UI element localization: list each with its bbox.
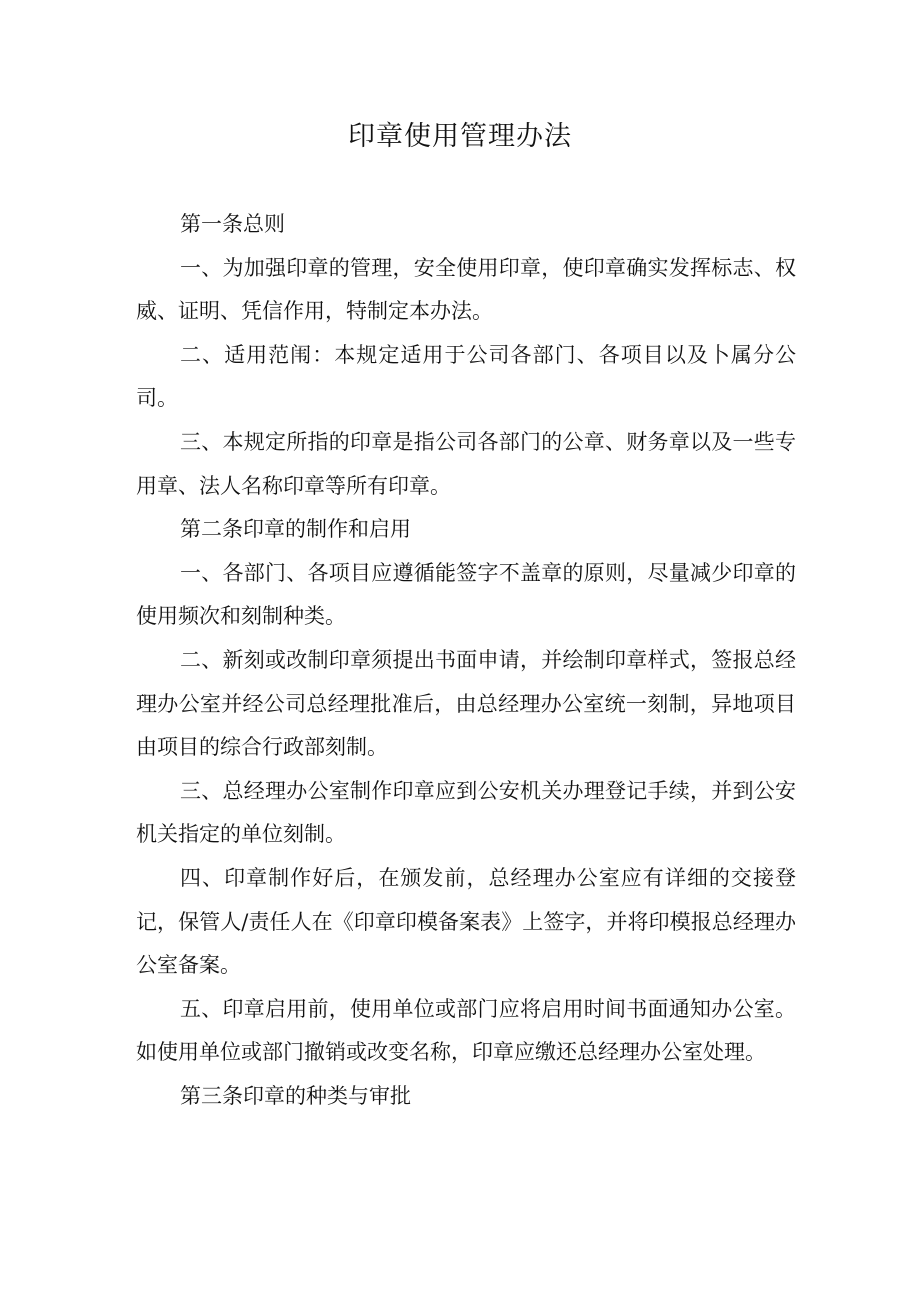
- article-2-heading: 第二条印章的制作和启用: [180, 517, 411, 542]
- article-1-heading: 第一条总则: [180, 212, 285, 236]
- article-2-paragraph-1: 一、各部门、各项目应遵循能签字不盖章的原则，尽量减少印章的使用频次和刻制种类。: [136, 560, 796, 629]
- article-2-paragraph-5: 五、印章启用前，使用单位或部门应将启用时间书面通知办公室。如使用单位或部门撤销或改变名称，印章应缴还总经理办公室处理。: [136, 996, 796, 1065]
- article-2-paragraph-4: 四、印章制作好后，在颁发前，总经理办公室应有详细的交接登记，保管人/责任人在《印章印模备案表》上签字，并将印模报总经理办公室备案。: [136, 865, 796, 978]
- document-body: [136, 203, 796, 1118]
- article-1-paragraph-1: 一、为加强印章的管理，安全使用印章，使印章确实发挥标志、权威、证明、凭信作用，特制定本办法。: [136, 255, 796, 324]
- article-1-paragraph-3: 三、本规定所指的印章是指公司各部门的公章、财务章以及一些专用章、法人名称印章等所有印章。: [136, 429, 796, 498]
- article-2-paragraph-2: 二、新刻或改制印章须提出书面申请，并绘制印章样式，签报总经理办公室并经公司总经理批准后，由总经理办公室统一刻制，异地项目由项目的综合行政部刻制。: [136, 647, 796, 760]
- article-3-heading: 第三条印章的种类与审批: [180, 1083, 411, 1108]
- article-1-paragraph-2: 二、适用范闱：本规定适用于公司各部门、各项目以及卜属分公司。: [136, 342, 796, 411]
- article-2-paragraph-3: 三、总经理办公室制作印章应到公安机关办理登记手续，并到公安机关指定的单位刻制。: [136, 778, 796, 847]
- document-title: 印章使用管理办法: [348, 121, 572, 152]
